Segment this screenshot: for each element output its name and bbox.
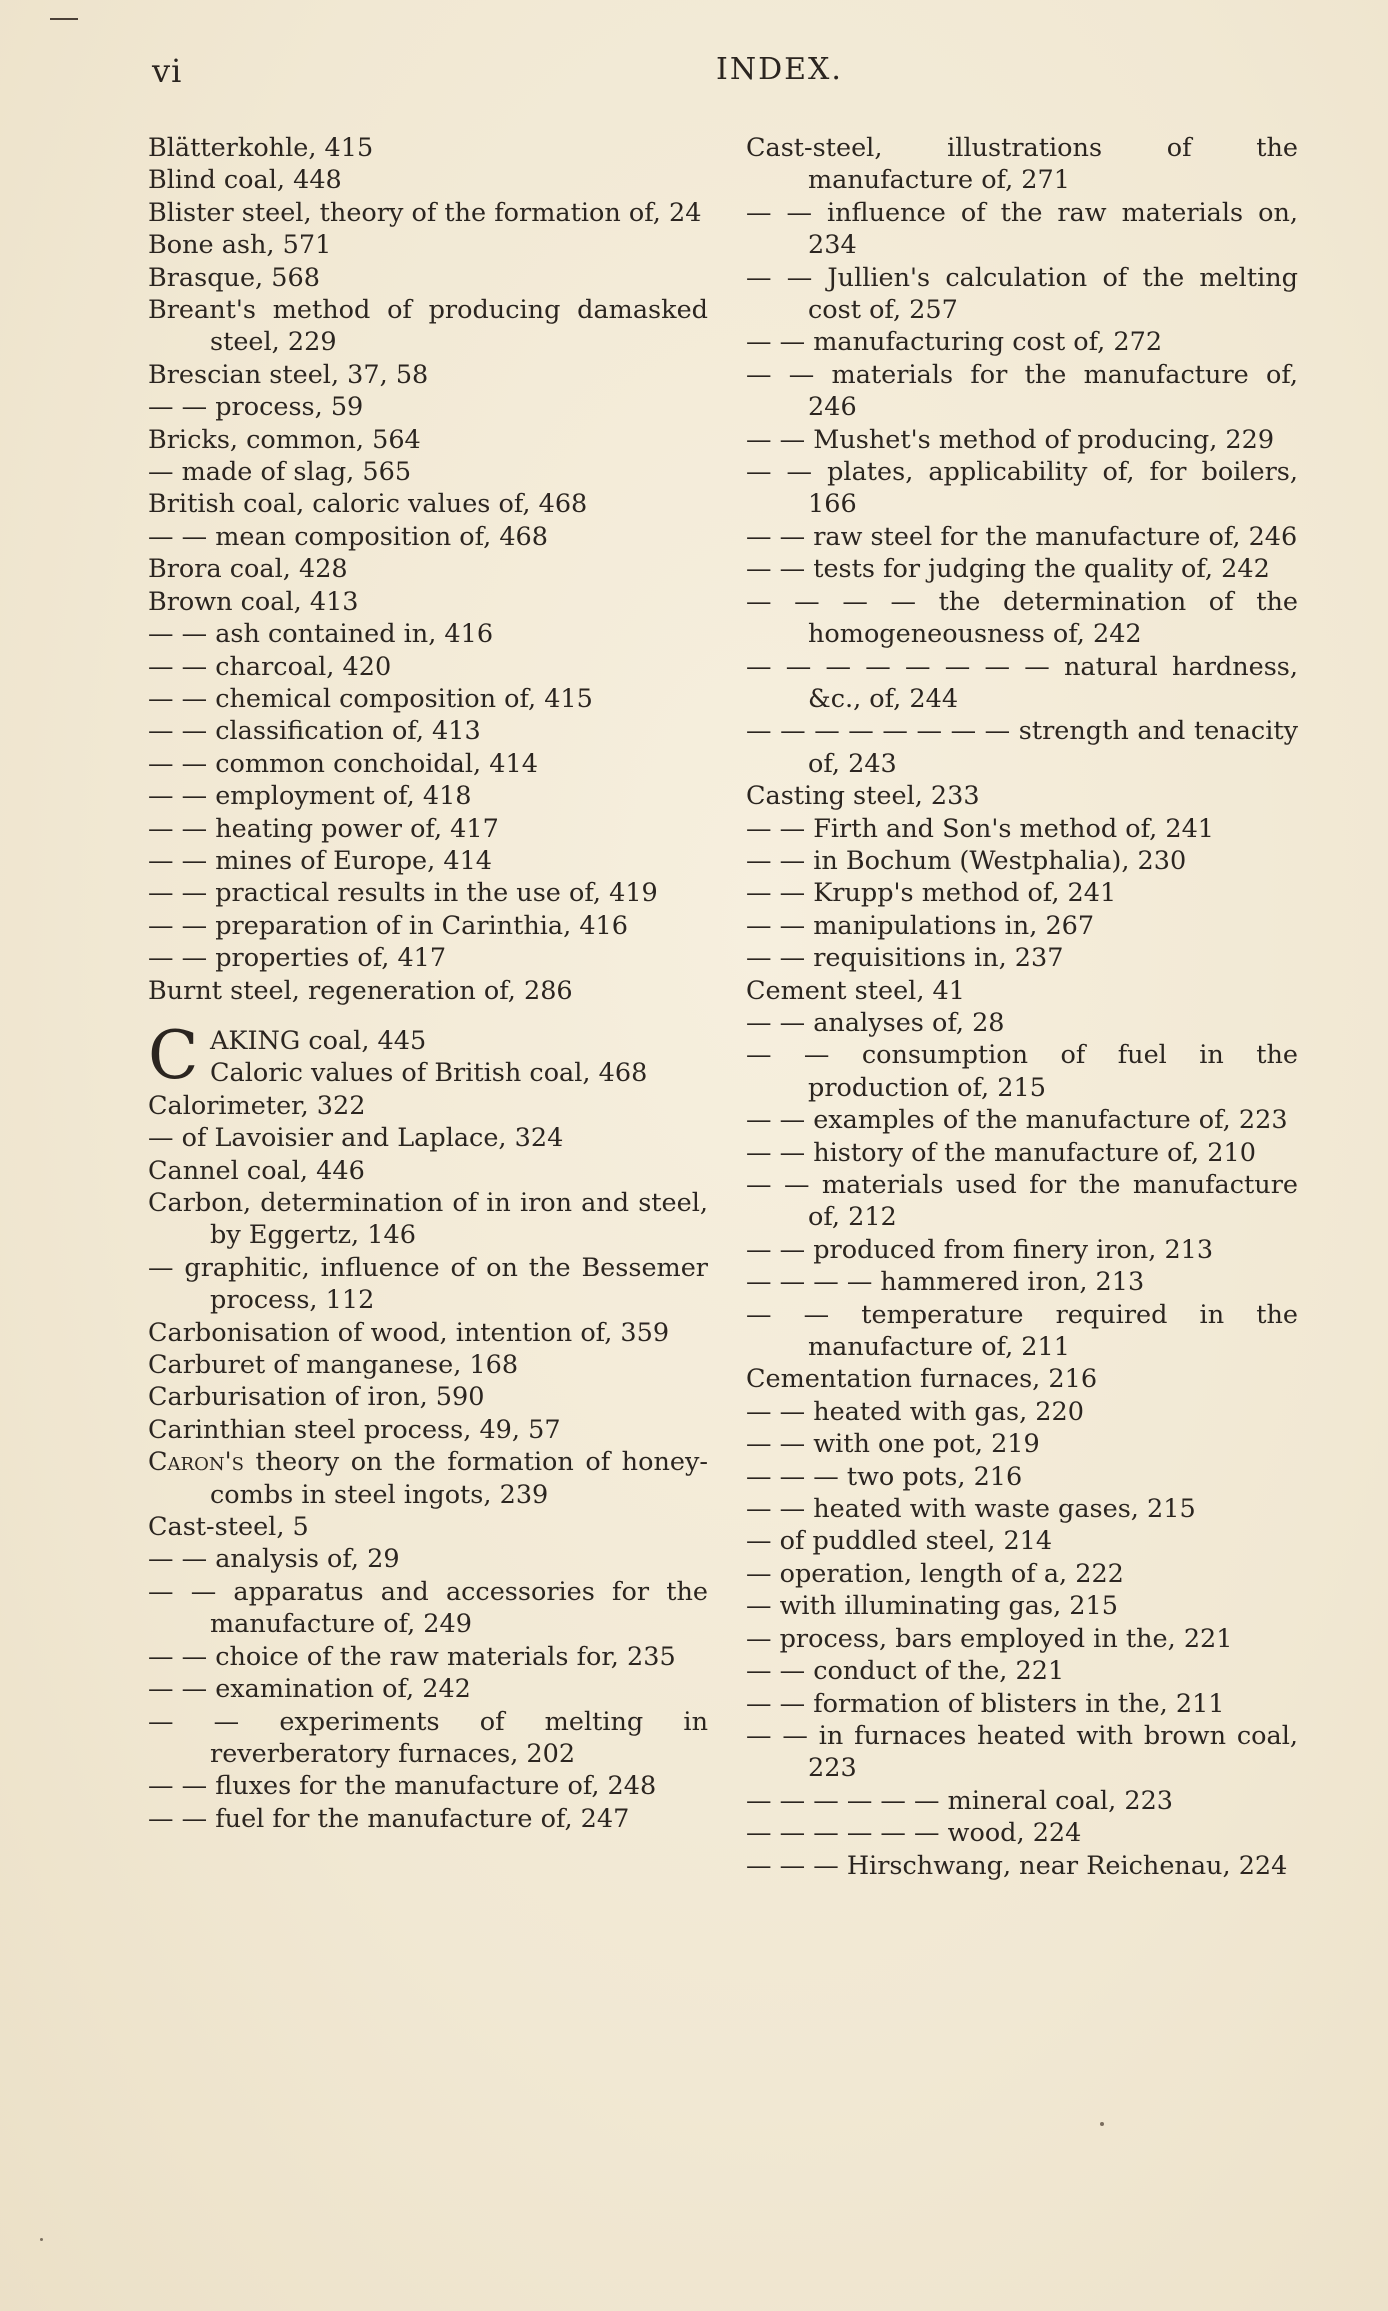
index-entry: — — Krupp's method of, 241 xyxy=(746,878,1117,909)
index-entry: — — manipulations in, 267 xyxy=(746,910,1095,941)
index-entry: — — — — — — — — strength and tenacity of, 243 xyxy=(746,716,1298,779)
index-entry: — — fuel for the manufacture of, 247 xyxy=(148,1803,630,1834)
index-entry: Brora coal, 428 xyxy=(148,554,348,585)
index-entry: — — — — — — mineral coal, 223 xyxy=(746,1785,1174,1816)
index-entry: Cement steel, 41 xyxy=(746,975,965,1006)
index-entry: — — temperature required in the manufacture of, 211 xyxy=(746,1299,1298,1363)
index-entry: — — influence of the raw materials on, 234 xyxy=(746,197,1298,261)
index-entry: — — formation of blisters in the, 211 xyxy=(746,1688,1225,1719)
index-entry: — — manufacturing cost of, 272 xyxy=(746,327,1163,358)
index-entry: Blister steel, theory of the formation of, 24 xyxy=(148,197,702,228)
index-entry: Calorimeter, 322 xyxy=(148,1090,366,1121)
index-entry: — — consumption of fuel in the production of, 215 xyxy=(746,1040,1298,1103)
index-entry: — — preparation of in Carinthia, 416 xyxy=(148,910,628,941)
index-entry: Cast-steel, illustrations of the manufacture of, 271 xyxy=(746,133,1298,196)
index-entry: — — heating power of, 417 xyxy=(148,813,499,844)
index-entry: Cementation furnaces, 216 xyxy=(746,1364,1098,1395)
index-entry: — — produced from finery iron, 213 xyxy=(746,1234,1214,1265)
index-entry: — — examination of, 242 xyxy=(148,1674,471,1705)
index-entry: — — materials for the manufacture of, 246 xyxy=(746,359,1298,423)
index-entry: — — history of the manufacture of, 210 xyxy=(746,1137,1256,1168)
index-entry: — of Lavoisier and Laplace, 324 xyxy=(148,1123,564,1154)
index-entry: — — employment of, 418 xyxy=(148,781,472,812)
index-entry: — — heated with waste gases, 215 xyxy=(746,1494,1196,1525)
index-entry: — — — Hirschwang, near Reichenau, 224 xyxy=(746,1850,1288,1881)
index-entry: — — charcoal, 420 xyxy=(148,651,392,682)
paper-speck xyxy=(40,2238,43,2241)
index-entry: — — with one pot, 219 xyxy=(746,1429,1040,1460)
index-entry: Blind coal, 448 xyxy=(148,165,342,196)
index-entry: — graphitic, influence of on the Bessemer process, 112 xyxy=(148,1252,708,1316)
index-entry: — — examples of the manufacture of, 223 xyxy=(746,1105,1288,1136)
index-entry-caron xyxy=(148,1446,708,1511)
index-entry-text: AKING coal, 445 xyxy=(210,1025,427,1056)
index-entry: Brown coal, 413 xyxy=(148,586,359,617)
index-entry: — — mines of Europe, 414 xyxy=(148,845,493,876)
index-entry: Carinthian steel process, 49, 57 xyxy=(148,1414,561,1445)
index-entry: — — — — — — — — natural hardness, &c., of, 244 xyxy=(746,651,1298,714)
index-entry: Bone ash, 571 xyxy=(148,230,332,261)
index-entry: Brasque, 568 xyxy=(148,262,320,293)
index-entry: — with illuminating gas, 215 xyxy=(746,1591,1118,1622)
index-entry: — — tests for judging the quality of, 242 xyxy=(746,554,1270,585)
drop-cap: C xyxy=(148,1016,199,1094)
index-entry: Caloric values of British coal, 468 xyxy=(210,1058,648,1089)
index-entry: — of puddled steel, 214 xyxy=(746,1526,1053,1557)
index-entry: — — — two pots, 216 xyxy=(746,1461,1023,1492)
page-header xyxy=(152,52,1292,96)
index-entry: Carbon, determination of in iron and steel, by Eggertz, 146 xyxy=(148,1188,708,1251)
index-entry: — — analysis of, 29 xyxy=(148,1544,400,1575)
index-entry: — — conduct of the, 221 xyxy=(746,1656,1065,1687)
index-column-right xyxy=(746,132,1298,1882)
index-entry: Carbonisation of wood, intention of, 359 xyxy=(148,1317,670,1348)
index-entry: — — materials used for the manufacture of, 212 xyxy=(746,1170,1298,1233)
index-entry-section-c xyxy=(148,1016,708,1094)
index-entry: — — Jullien's calculation of the melting cost of, 257 xyxy=(746,262,1298,326)
index-entry: — — common conchoidal, 414 xyxy=(148,748,538,779)
index-entry: — — apparatus and accessories for the manufacture of, 249 xyxy=(148,1576,708,1640)
index-entry: — — Firth and Son's method of, 241 xyxy=(746,813,1215,844)
index-column-left xyxy=(148,132,708,1835)
index-entry: — — — — hammered iron, 213 xyxy=(746,1267,1145,1298)
index-entry: Burnt steel, regeneration of, 286 xyxy=(148,975,573,1006)
index-entry: Casting steel, 233 xyxy=(746,781,980,812)
index-entry: — — in furnaces heated with brown coal, 223 xyxy=(746,1720,1298,1784)
index-entry: — — mean composition of, 468 xyxy=(148,521,548,552)
index-entry: — — requisitions in, 237 xyxy=(746,943,1064,974)
index-entry: Breant's method of producing damasked steel, 229 xyxy=(148,295,708,358)
index-entry: — — in Bochum (Westphalia), 230 xyxy=(746,845,1187,876)
index-entry: — — analyses of, 28 xyxy=(746,1007,1005,1038)
index-entry: — — heated with gas, 220 xyxy=(746,1396,1084,1427)
index-entry: — — properties of, 417 xyxy=(148,943,447,974)
index-entry: — — practical results in the use of, 419 xyxy=(148,878,658,909)
index-entry: — process, bars employed in the, 221 xyxy=(746,1623,1233,1654)
index-entry: — — raw steel for the manufacture of, 246 xyxy=(746,521,1298,552)
index-entry: — — plates, applicability of, for boilers, 166 xyxy=(746,457,1298,520)
index-entry: — — Mushet's method of producing, 229 xyxy=(746,424,1275,455)
index-entry: — — — — the determination of the homogeneousness of, 242 xyxy=(746,586,1298,650)
author-name: Caron's xyxy=(148,1447,244,1478)
index-entry: — — process, 59 xyxy=(148,392,364,423)
index-entry: — — classification of, 413 xyxy=(148,716,481,747)
index-entry: Cast-steel, 5 xyxy=(148,1512,309,1543)
page-number: vi xyxy=(152,52,183,90)
index-entry: — — ash contained in, 416 xyxy=(148,619,494,650)
index-entry: — operation, length of a, 222 xyxy=(746,1558,1124,1589)
index-entry: — — fluxes for the manufacture of, 248 xyxy=(148,1771,657,1802)
index-entry: Brescian steel, 37, 58 xyxy=(148,359,429,390)
index-entry: Bricks, common, 564 xyxy=(148,424,421,455)
index-entry: — — — — — — wood, 224 xyxy=(746,1818,1082,1849)
scan-mark xyxy=(50,18,78,20)
index-entry: — — chemical composition of, 415 xyxy=(148,683,593,714)
index-entry: — made of slag, 565 xyxy=(148,457,412,488)
index-entry: Carburet of manganese, 168 xyxy=(148,1350,519,1381)
index-entry: Cannel coal, 446 xyxy=(148,1155,365,1186)
paper-speck xyxy=(1100,2122,1104,2126)
index-entry: — — choice of the raw materials for, 235 xyxy=(148,1641,676,1672)
index-entry: Blätterkohle, 415 xyxy=(148,133,374,163)
index-entry-text: theory on the formation of honey-combs in steel ingots, 239 xyxy=(210,1447,708,1510)
running-head: INDEX. xyxy=(716,52,843,87)
index-entry: British coal, caloric values of, 468 xyxy=(148,489,588,520)
index-entry: Carburisation of iron, 590 xyxy=(148,1382,485,1413)
index-entry: — — experiments of melting in reverberatory furnaces, 202 xyxy=(148,1706,708,1769)
